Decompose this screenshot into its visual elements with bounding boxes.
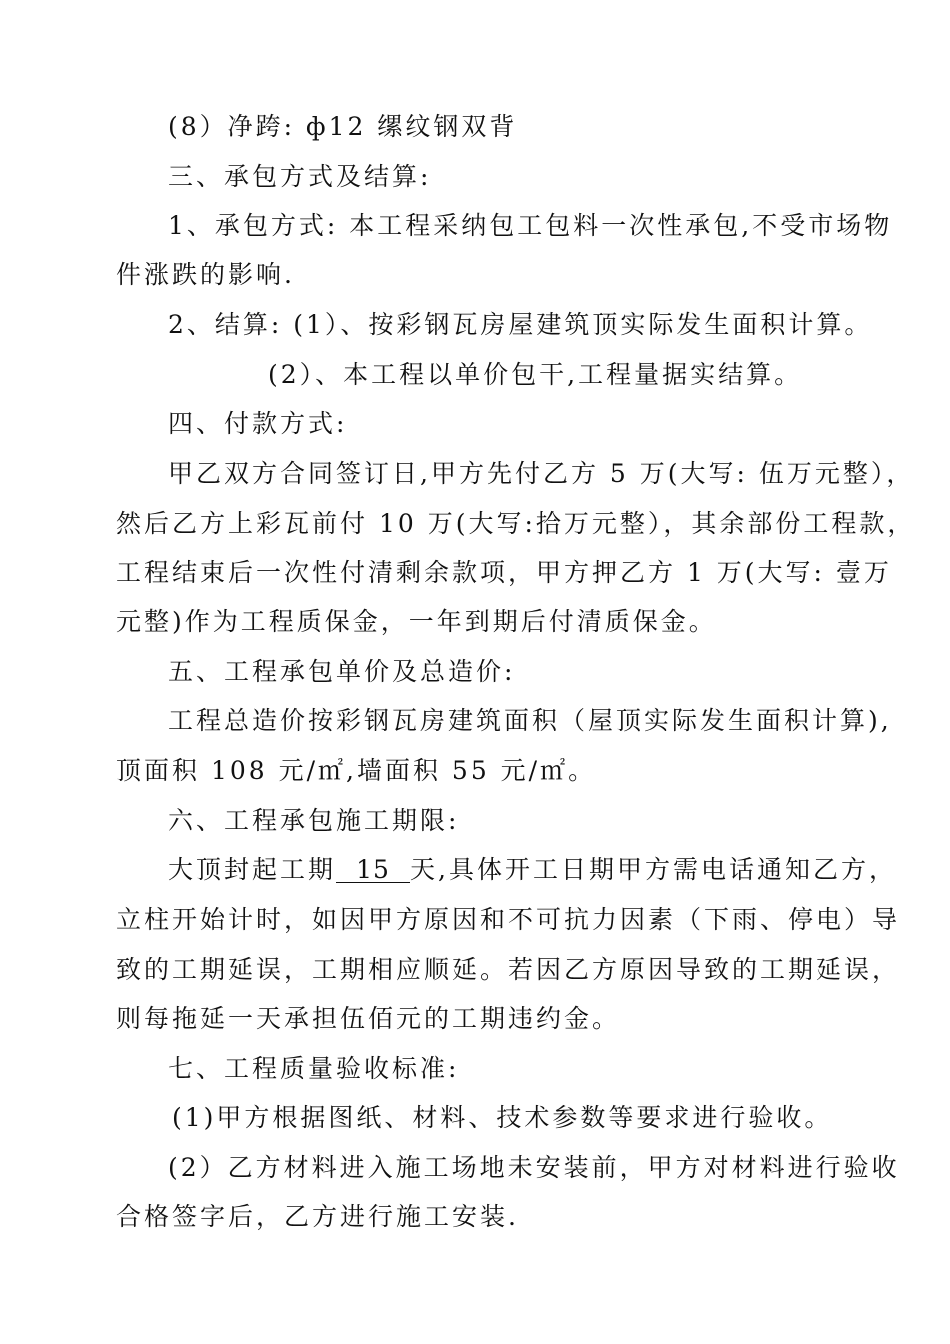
payment-line-1: 甲乙双方合同签订日,甲方先付乙方 5 万(大写: 伍万元整）， bbox=[168, 459, 915, 488]
schedule-line-2: 立柱开始计时，如因甲方原因和不可抗力因素（下雨、停电）导 bbox=[116, 905, 901, 934]
price-line-2: 顶面积 108 元/㎡,墙面积 55 元/㎡。 bbox=[116, 756, 597, 785]
section-5-heading: 五、工程承包单价及总造价: bbox=[168, 657, 516, 686]
schedule-prefix: 大顶封起工期 bbox=[168, 855, 337, 884]
payment-line-4: 元整)作为工程质保金，一年到期后付清质保金。 bbox=[116, 607, 717, 636]
schedule-line-1 bbox=[168, 855, 908, 885]
settlement-line-1: 2、结算: (1）、按彩钢瓦房屋建筑顶实际发生面积计算。 bbox=[168, 310, 873, 339]
contract-method-line-2: 件涨跌的影响. bbox=[116, 260, 295, 289]
schedule-suffix: 天,具体开工日期甲方需电话通知乙方， bbox=[410, 855, 897, 884]
schedule-line-3: 致的工期延误，工期相应顺延。若因乙方原因导致的工期延误， bbox=[116, 955, 901, 984]
construction-days-blank: 15 bbox=[336, 858, 410, 883]
section-6-heading: 六、工程承包施工期限: bbox=[168, 806, 460, 835]
clause-8-span-text: (8）净跨: ф12 缧纹钢双背 bbox=[168, 112, 518, 141]
section-4-heading: 四、付款方式: bbox=[168, 409, 348, 438]
schedule-line-4: 则每拖延一天承担伍佰元的工期违约金。 bbox=[116, 1004, 621, 1033]
section-3-heading: 三、承包方式及结算: bbox=[168, 162, 432, 191]
contract-method-line-1: 1、承包方式: 本工程采纳包工包料一次性承包,不受市场物 bbox=[168, 211, 893, 240]
payment-line-3: 工程结束后一次性付清剩余款项，甲方押乙方 1 万(大写: 壹万 bbox=[116, 558, 892, 587]
price-line-1: 工程总造价按彩钢瓦房建筑面积（屋顶实际发生面积计算), bbox=[168, 706, 892, 735]
acceptance-item-2-line-2: 合格签字后，乙方进行施工安装. bbox=[116, 1202, 519, 1231]
section-7-heading: 七、工程质量验收标准: bbox=[168, 1054, 460, 1083]
acceptance-item-1: (1)甲方根据图纸、材料、技术参数等要求进行验收。 bbox=[172, 1103, 833, 1132]
acceptance-item-2-line-1: (2）乙方材料进入施工场地未安装前，甲方对材料进行验收 bbox=[168, 1153, 900, 1182]
settlement-line-2: (2）、本工程以单价包干,工程量据实结算。 bbox=[268, 360, 803, 389]
payment-line-2: 然后乙方上彩瓦前付 10 万(大写:拾万元整），其余部份工程款， bbox=[116, 509, 916, 538]
